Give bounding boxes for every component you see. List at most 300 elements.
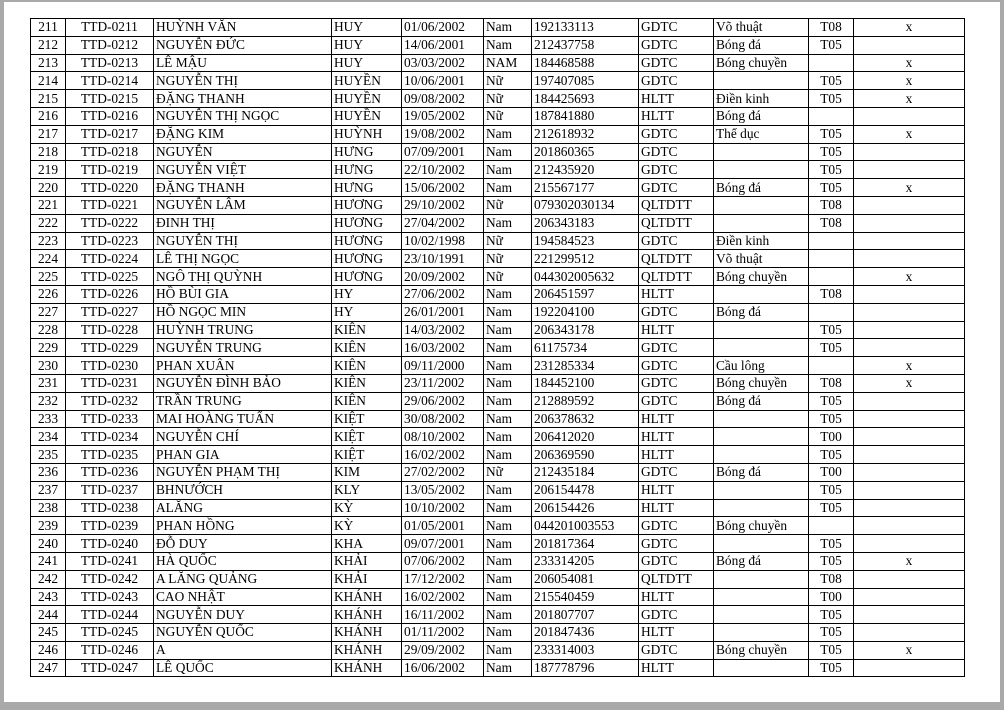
group-cell: T08 <box>809 285 854 303</box>
major-cell: HLTT <box>639 659 714 677</box>
table-row <box>31 410 965 428</box>
student-code-cell: TTD-0244 <box>66 606 154 624</box>
date-of-birth-cell: 29/10/2002 <box>402 196 484 214</box>
group-cell: T05 <box>809 499 854 517</box>
gender-cell: Nam <box>484 214 532 232</box>
major-cell: GDTC <box>639 161 714 179</box>
first-name-cell: HUY <box>332 36 402 54</box>
table-row <box>31 268 965 286</box>
student-code-cell: TTD-0221 <box>66 196 154 214</box>
first-name-cell: HUYỀN <box>332 90 402 108</box>
table-row <box>31 196 965 214</box>
first-name-cell: KHẢI <box>332 552 402 570</box>
id-number-cell: 044201003553 <box>532 517 639 535</box>
id-number-cell: 194584523 <box>532 232 639 250</box>
gender-cell: Nam <box>484 125 532 143</box>
last-name-cell: NGUYỄN VIỆT <box>154 161 332 179</box>
major-cell: GDTC <box>639 36 714 54</box>
id-number-cell: 201847436 <box>532 624 639 642</box>
student-code-cell: TTD-0236 <box>66 463 154 481</box>
mark-cell: x <box>854 179 965 197</box>
date-of-birth-cell: 15/06/2002 <box>402 179 484 197</box>
student-code-cell: TTD-0217 <box>66 125 154 143</box>
sport-cell: Bóng chuyền <box>714 641 809 659</box>
major-cell: GDTC <box>639 357 714 375</box>
row-number-cell: 236 <box>31 463 66 481</box>
date-of-birth-cell: 19/08/2002 <box>402 125 484 143</box>
group-cell: T05 <box>809 179 854 197</box>
id-number-cell: 212889592 <box>532 392 639 410</box>
last-name-cell: NGUYỄN THỊ <box>154 232 332 250</box>
date-of-birth-cell: 07/09/2001 <box>402 143 484 161</box>
table-row <box>31 517 965 535</box>
last-name-cell: NGUYỄN QUỐC <box>154 624 332 642</box>
gender-cell: Nam <box>484 303 532 321</box>
first-name-cell: KHẢI <box>332 570 402 588</box>
group-cell: T05 <box>809 36 854 54</box>
table-row <box>31 303 965 321</box>
sport-cell: Võ thuật <box>714 19 809 37</box>
mark-cell <box>854 250 965 268</box>
date-of-birth-cell: 09/08/2002 <box>402 90 484 108</box>
first-name-cell: KIÊN <box>332 339 402 357</box>
table-row <box>31 624 965 642</box>
group-cell <box>809 107 854 125</box>
gender-cell: Nam <box>484 143 532 161</box>
major-cell: GDTC <box>639 392 714 410</box>
date-of-birth-cell: 19/05/2002 <box>402 107 484 125</box>
row-number-cell: 227 <box>31 303 66 321</box>
group-cell: T05 <box>809 339 854 357</box>
sport-cell: Điền kinh <box>714 90 809 108</box>
first-name-cell: HƯƠNG <box>332 214 402 232</box>
sport-cell: Bóng đá <box>714 107 809 125</box>
mark-cell <box>854 624 965 642</box>
id-number-cell: 206154426 <box>532 499 639 517</box>
mark-cell <box>854 196 965 214</box>
date-of-birth-cell: 16/03/2002 <box>402 339 484 357</box>
first-name-cell: KHA <box>332 535 402 553</box>
group-cell <box>809 250 854 268</box>
first-name-cell: HUY <box>332 19 402 37</box>
student-code-cell: TTD-0224 <box>66 250 154 268</box>
mark-cell <box>854 232 965 250</box>
date-of-birth-cell: 09/07/2001 <box>402 535 484 553</box>
id-number-cell: 215567177 <box>532 179 639 197</box>
mark-cell <box>854 161 965 179</box>
sport-cell <box>714 535 809 553</box>
id-number-cell: 184425693 <box>532 90 639 108</box>
row-number-cell: 239 <box>31 517 66 535</box>
gender-cell: Nam <box>484 392 532 410</box>
last-name-cell: ĐẶNG THANH <box>154 179 332 197</box>
gender-cell: Nam <box>484 428 532 446</box>
table-row <box>31 463 965 481</box>
row-number-cell: 215 <box>31 90 66 108</box>
id-number-cell: 192133113 <box>532 19 639 37</box>
last-name-cell: HUỲNH TRUNG <box>154 321 332 339</box>
row-number-cell: 218 <box>31 143 66 161</box>
table-row <box>31 107 965 125</box>
first-name-cell: HUYỀN <box>332 72 402 90</box>
table-row <box>31 588 965 606</box>
gender-cell: Nam <box>484 19 532 37</box>
last-name-cell: ĐỖ DUY <box>154 535 332 553</box>
date-of-birth-cell: 14/03/2002 <box>402 321 484 339</box>
last-name-cell: HÀ QUỐC <box>154 552 332 570</box>
id-number-cell: 079302030134 <box>532 196 639 214</box>
sport-cell: Võ thuật <box>714 250 809 268</box>
sport-cell: Cầu lông <box>714 357 809 375</box>
student-code-cell: TTD-0218 <box>66 143 154 161</box>
student-code-cell: TTD-0234 <box>66 428 154 446</box>
gender-cell: Nam <box>484 499 532 517</box>
major-cell: HLTT <box>639 321 714 339</box>
gender-cell: Nữ <box>484 196 532 214</box>
row-number-cell: 243 <box>31 588 66 606</box>
date-of-birth-cell: 29/09/2002 <box>402 641 484 659</box>
table-row <box>31 321 965 339</box>
mark-cell: x <box>854 552 965 570</box>
group-cell: T05 <box>809 659 854 677</box>
gender-cell: Nam <box>484 535 532 553</box>
sport-cell <box>714 570 809 588</box>
first-name-cell: KIÊN <box>332 357 402 375</box>
gender-cell: Nam <box>484 161 532 179</box>
row-number-cell: 245 <box>31 624 66 642</box>
id-number-cell: 201817364 <box>532 535 639 553</box>
student-code-cell: TTD-0238 <box>66 499 154 517</box>
group-cell: T05 <box>809 143 854 161</box>
sport-cell <box>714 196 809 214</box>
major-cell: GDTC <box>639 641 714 659</box>
id-number-cell: 184468588 <box>532 54 639 72</box>
mark-cell: x <box>854 357 965 375</box>
mark-cell <box>854 659 965 677</box>
id-number-cell: 201860365 <box>532 143 639 161</box>
mark-cell: x <box>854 90 965 108</box>
student-code-cell: TTD-0246 <box>66 641 154 659</box>
table-row <box>31 250 965 268</box>
row-number-cell: 234 <box>31 428 66 446</box>
id-number-cell: 206369590 <box>532 446 639 464</box>
gender-cell: Nam <box>484 659 532 677</box>
student-code-cell: TTD-0227 <box>66 303 154 321</box>
last-name-cell: ĐINH THỊ <box>154 214 332 232</box>
row-number-cell: 213 <box>31 54 66 72</box>
row-number-cell: 224 <box>31 250 66 268</box>
sport-cell <box>714 321 809 339</box>
row-number-cell: 242 <box>31 570 66 588</box>
student-code-cell: TTD-0242 <box>66 570 154 588</box>
major-cell: GDTC <box>639 125 714 143</box>
row-number-cell: 212 <box>31 36 66 54</box>
sport-cell <box>714 606 809 624</box>
student-code-cell: TTD-0215 <box>66 90 154 108</box>
row-number-cell: 214 <box>31 72 66 90</box>
row-number-cell: 217 <box>31 125 66 143</box>
id-number-cell: 231285334 <box>532 357 639 375</box>
sport-cell <box>714 339 809 357</box>
date-of-birth-cell: 26/01/2001 <box>402 303 484 321</box>
student-code-cell: TTD-0237 <box>66 481 154 499</box>
id-number-cell: 197407085 <box>532 72 639 90</box>
last-name-cell: LÊ QUỐC <box>154 659 332 677</box>
first-name-cell: KIÊN <box>332 392 402 410</box>
row-number-cell: 231 <box>31 374 66 392</box>
sport-cell <box>714 161 809 179</box>
table-row <box>31 535 965 553</box>
gender-cell: Nam <box>484 624 532 642</box>
mark-cell <box>854 588 965 606</box>
mark-cell <box>854 107 965 125</box>
major-cell: QLTDTT <box>639 268 714 286</box>
student-code-cell: TTD-0225 <box>66 268 154 286</box>
student-code-cell: TTD-0230 <box>66 357 154 375</box>
gender-cell: Nam <box>484 339 532 357</box>
sport-cell: Bóng đá <box>714 303 809 321</box>
first-name-cell: HƯNG <box>332 179 402 197</box>
row-number-cell: 230 <box>31 357 66 375</box>
group-cell <box>809 303 854 321</box>
group-cell: T08 <box>809 570 854 588</box>
gender-cell: Nữ <box>484 268 532 286</box>
student-code-cell: TTD-0243 <box>66 588 154 606</box>
date-of-birth-cell: 16/02/2002 <box>402 446 484 464</box>
date-of-birth-cell: 10/06/2001 <box>402 72 484 90</box>
mark-cell <box>854 570 965 588</box>
sport-cell: Thể dục <box>714 125 809 143</box>
first-name-cell: KỲ <box>332 499 402 517</box>
group-cell: T05 <box>809 535 854 553</box>
date-of-birth-cell: 16/11/2002 <box>402 606 484 624</box>
first-name-cell: HUỲNH <box>332 125 402 143</box>
row-number-cell: 226 <box>31 285 66 303</box>
last-name-cell: NGUYỄN PHẠM THỊ <box>154 463 332 481</box>
major-cell: GDTC <box>639 143 714 161</box>
student-code-cell: TTD-0213 <box>66 54 154 72</box>
id-number-cell: 221299512 <box>532 250 639 268</box>
first-name-cell: KIỆT <box>332 428 402 446</box>
first-name-cell: KLY <box>332 481 402 499</box>
last-name-cell: NGUYỄN ĐỨC <box>154 36 332 54</box>
date-of-birth-cell: 17/12/2002 <box>402 570 484 588</box>
first-name-cell: KHÁNH <box>332 659 402 677</box>
group-cell: T05 <box>809 125 854 143</box>
table-row <box>31 285 965 303</box>
major-cell: HLTT <box>639 107 714 125</box>
sport-cell <box>714 214 809 232</box>
table-row <box>31 446 965 464</box>
student-code-cell: TTD-0226 <box>66 285 154 303</box>
mark-cell <box>854 535 965 553</box>
first-name-cell: HƯƠNG <box>332 232 402 250</box>
table-row <box>31 214 965 232</box>
date-of-birth-cell: 03/03/2002 <box>402 54 484 72</box>
id-number-cell: 187778796 <box>532 659 639 677</box>
major-cell: HLTT <box>639 588 714 606</box>
sport-cell <box>714 588 809 606</box>
row-number-cell: 247 <box>31 659 66 677</box>
row-number-cell: 216 <box>31 107 66 125</box>
gender-cell: Nam <box>484 179 532 197</box>
mark-cell <box>854 339 965 357</box>
id-number-cell: 192204100 <box>532 303 639 321</box>
date-of-birth-cell: 09/11/2000 <box>402 357 484 375</box>
group-cell: T05 <box>809 641 854 659</box>
id-number-cell: 212435920 <box>532 161 639 179</box>
major-cell: HLTT <box>639 410 714 428</box>
major-cell: GDTC <box>639 517 714 535</box>
date-of-birth-cell: 22/10/2002 <box>402 161 484 179</box>
sport-cell <box>714 428 809 446</box>
sport-cell: Bóng chuyền <box>714 268 809 286</box>
first-name-cell: KIỆT <box>332 446 402 464</box>
sport-cell: Bóng đá <box>714 36 809 54</box>
date-of-birth-cell: 01/11/2002 <box>402 624 484 642</box>
first-name-cell: KHÁNH <box>332 588 402 606</box>
sport-cell <box>714 659 809 677</box>
student-code-cell: TTD-0229 <box>66 339 154 357</box>
mark-cell <box>854 321 965 339</box>
row-number-cell: 211 <box>31 19 66 37</box>
student-code-cell: TTD-0245 <box>66 624 154 642</box>
table-row <box>31 54 965 72</box>
mark-cell <box>854 303 965 321</box>
date-of-birth-cell: 08/10/2002 <box>402 428 484 446</box>
first-name-cell: KỲ <box>332 517 402 535</box>
mark-cell <box>854 481 965 499</box>
student-roster-table <box>30 18 965 677</box>
student-code-cell: TTD-0233 <box>66 410 154 428</box>
group-cell: T05 <box>809 624 854 642</box>
mark-cell: x <box>854 19 965 37</box>
major-cell: HLTT <box>639 624 714 642</box>
first-name-cell: KIỆT <box>332 410 402 428</box>
group-cell <box>809 232 854 250</box>
gender-cell: Nữ <box>484 90 532 108</box>
gender-cell: Nam <box>484 374 532 392</box>
major-cell: HLTT <box>639 90 714 108</box>
row-number-cell: 238 <box>31 499 66 517</box>
student-code-cell: TTD-0228 <box>66 321 154 339</box>
student-code-cell: TTD-0240 <box>66 535 154 553</box>
student-code-cell: TTD-0235 <box>66 446 154 464</box>
group-cell: T05 <box>809 321 854 339</box>
date-of-birth-cell: 30/08/2002 <box>402 410 484 428</box>
sport-cell <box>714 143 809 161</box>
sport-cell <box>714 410 809 428</box>
table-row <box>31 125 965 143</box>
major-cell: GDTC <box>639 72 714 90</box>
id-number-cell: 212618932 <box>532 125 639 143</box>
sport-cell: Điền kinh <box>714 232 809 250</box>
student-code-cell: TTD-0232 <box>66 392 154 410</box>
sport-cell: Bóng đá <box>714 179 809 197</box>
last-name-cell: NGUYỄN LÂM <box>154 196 332 214</box>
first-name-cell: KIÊN <box>332 374 402 392</box>
last-name-cell: MAI HOÀNG TUẤN <box>154 410 332 428</box>
row-number-cell: 219 <box>31 161 66 179</box>
major-cell: HLTT <box>639 481 714 499</box>
group-cell <box>809 54 854 72</box>
group-cell: T05 <box>809 446 854 464</box>
major-cell: HLTT <box>639 428 714 446</box>
first-name-cell: HY <box>332 285 402 303</box>
mark-cell <box>854 446 965 464</box>
gender-cell: Nữ <box>484 463 532 481</box>
gender-cell: Nữ <box>484 107 532 125</box>
id-number-cell: 61175734 <box>532 339 639 357</box>
last-name-cell: HUỲNH VĂN <box>154 19 332 37</box>
first-name-cell: KHÁNH <box>332 641 402 659</box>
last-name-cell: PHAN HỒNG <box>154 517 332 535</box>
date-of-birth-cell: 07/06/2002 <box>402 552 484 570</box>
row-number-cell: 221 <box>31 196 66 214</box>
date-of-birth-cell: 23/10/1991 <box>402 250 484 268</box>
date-of-birth-cell: 01/05/2001 <box>402 517 484 535</box>
group-cell: T08 <box>809 374 854 392</box>
table-row <box>31 90 965 108</box>
id-number-cell: 233314003 <box>532 641 639 659</box>
sport-cell: Bóng chuyền <box>714 54 809 72</box>
table-row <box>31 339 965 357</box>
id-number-cell: 201807707 <box>532 606 639 624</box>
gender-cell: Nam <box>484 285 532 303</box>
row-number-cell: 225 <box>31 268 66 286</box>
mark-cell: x <box>854 125 965 143</box>
group-cell <box>809 268 854 286</box>
date-of-birth-cell: 13/05/2002 <box>402 481 484 499</box>
gender-cell: Nam <box>484 410 532 428</box>
table-row <box>31 606 965 624</box>
id-number-cell: 206378632 <box>532 410 639 428</box>
sport-cell <box>714 624 809 642</box>
sport-cell: Bóng chuyền <box>714 374 809 392</box>
mark-cell <box>854 428 965 446</box>
table-row <box>31 499 965 517</box>
student-code-cell: TTD-0222 <box>66 214 154 232</box>
first-name-cell: HUY <box>332 54 402 72</box>
gender-cell: Nữ <box>484 250 532 268</box>
major-cell: GDTC <box>639 19 714 37</box>
row-number-cell: 233 <box>31 410 66 428</box>
major-cell: QLTDTT <box>639 196 714 214</box>
student-code-cell: TTD-0211 <box>66 19 154 37</box>
id-number-cell: 215540459 <box>532 588 639 606</box>
first-name-cell: KHÁNH <box>332 606 402 624</box>
group-cell <box>809 357 854 375</box>
table-row <box>31 481 965 499</box>
date-of-birth-cell: 20/09/2002 <box>402 268 484 286</box>
major-cell: QLTDTT <box>639 214 714 232</box>
table-row <box>31 659 965 677</box>
date-of-birth-cell: 01/06/2002 <box>402 19 484 37</box>
sport-cell: Bóng đá <box>714 552 809 570</box>
mark-cell: x <box>854 54 965 72</box>
mark-cell <box>854 36 965 54</box>
last-name-cell: A <box>154 641 332 659</box>
major-cell: GDTC <box>639 374 714 392</box>
group-cell: T00 <box>809 463 854 481</box>
table-row <box>31 179 965 197</box>
id-number-cell: 212437758 <box>532 36 639 54</box>
last-name-cell: HỒ NGỌC MIN <box>154 303 332 321</box>
student-code-cell: TTD-0220 <box>66 179 154 197</box>
gender-cell: Nam <box>484 321 532 339</box>
sport-cell <box>714 446 809 464</box>
table-row <box>31 72 965 90</box>
